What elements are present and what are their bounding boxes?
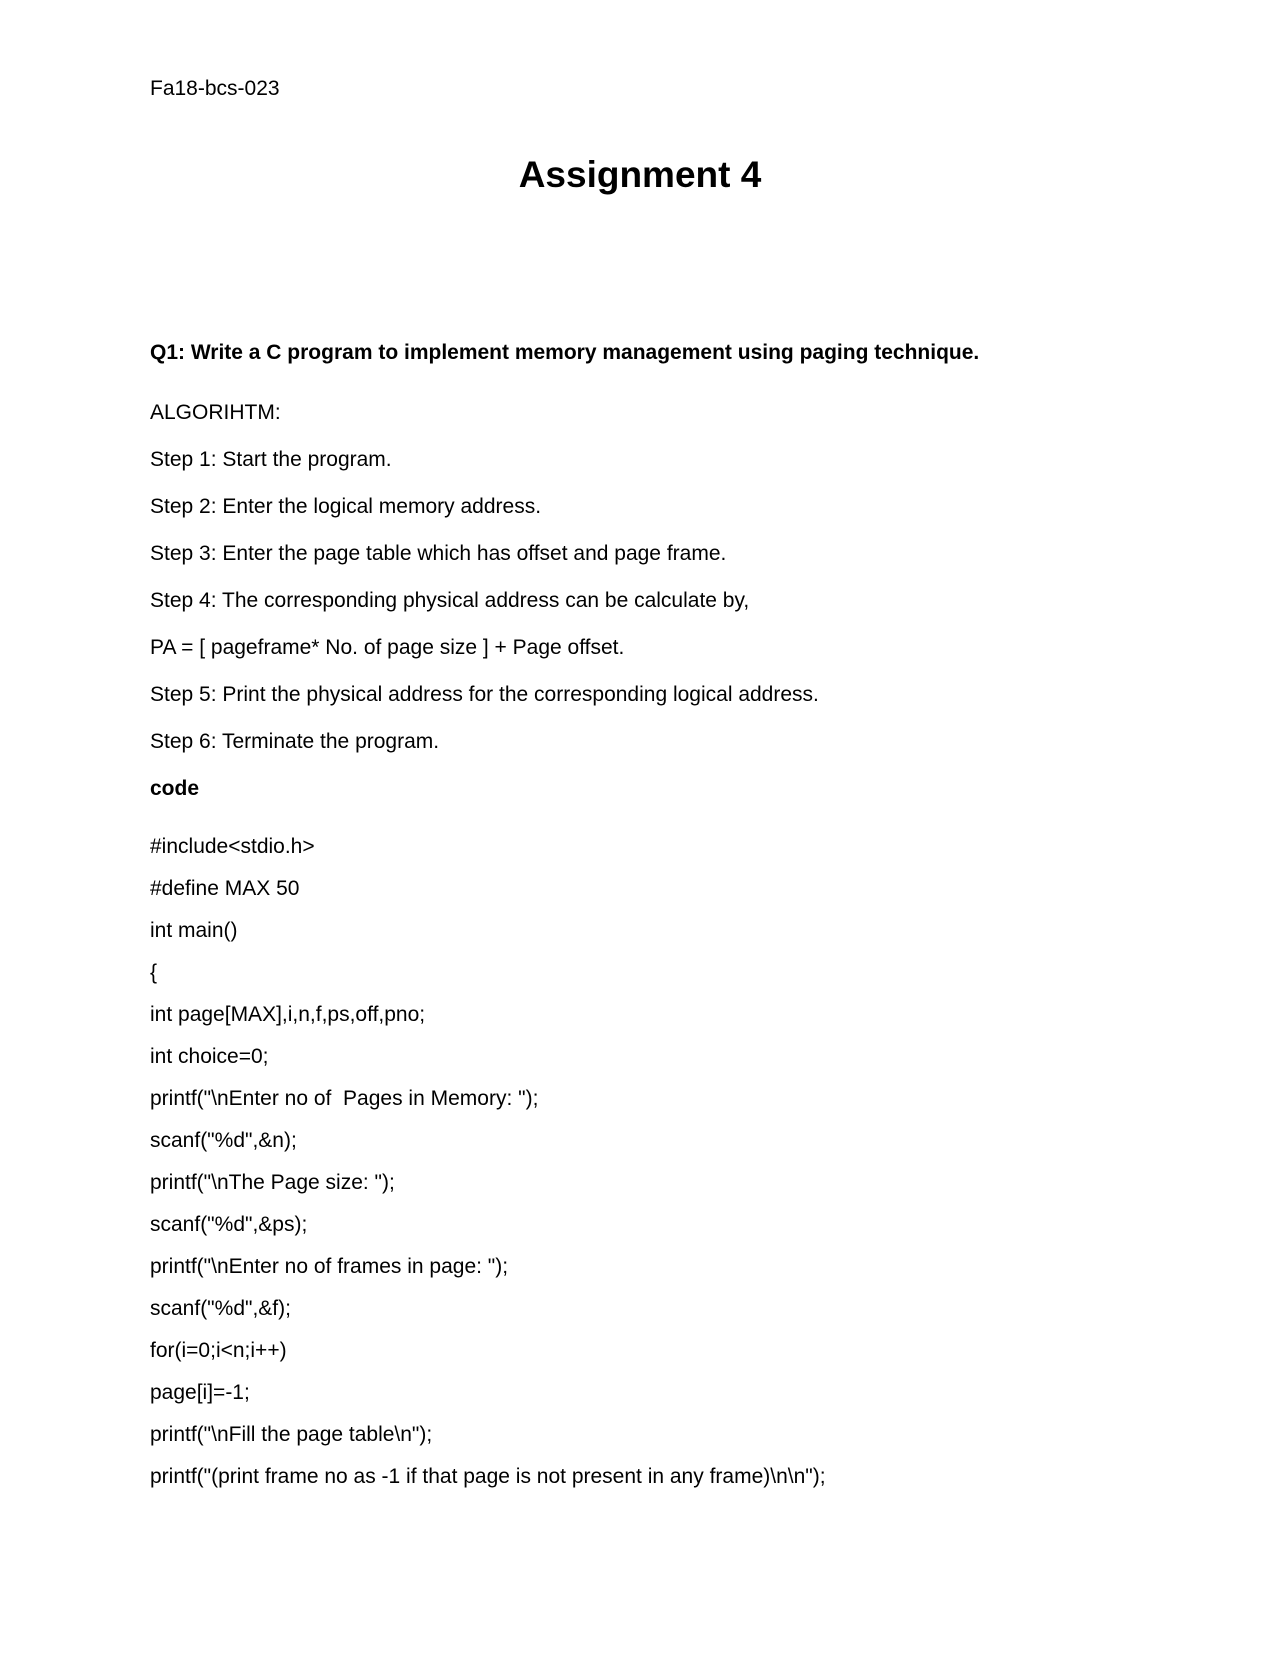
- code-line: int choice=0;: [150, 1045, 269, 1068]
- page-title: [0, 152, 1280, 198]
- code-line: printf("\nFill the page table\n");: [150, 1423, 433, 1446]
- code-line: #include<stdio.h>: [150, 835, 315, 858]
- code-heading: code: [150, 777, 200, 800]
- code-line: page[i]=-1;: [150, 1381, 250, 1404]
- title-text: Assignment 4: [518, 154, 762, 195]
- algorithm-list: [150, 400, 819, 776]
- code-line: printf("\nEnter no of frames in page: ");: [150, 1255, 509, 1278]
- code-line: scanf("%d",&ps);: [150, 1213, 308, 1236]
- algorithm-step: Step 6: Terminate the program.: [150, 730, 440, 753]
- code-line: printf("\nEnter no of Pages in Memory: ");: [150, 1087, 539, 1110]
- algorithm-step: Step 4: The corresponding physical address can be calculate by,: [150, 589, 750, 612]
- algorithm-step: Step 1: Start the program.: [150, 448, 392, 471]
- algorithm-step: Step 5: Print the physical address for the corresponding logical address.: [150, 683, 819, 706]
- code-line: int page[MAX],i,n,f,ps,off,pno;: [150, 1003, 426, 1026]
- code-line: for(i=0;i<n;i++): [150, 1339, 287, 1362]
- code-line: int main(): [150, 919, 238, 942]
- code-line: printf("\nThe Page size: ");: [150, 1171, 395, 1194]
- algorithm-step: Step 2: Enter the logical memory address.: [150, 495, 542, 518]
- algorithm-heading: ALGORIHTM:: [150, 401, 281, 424]
- roll-number: Fa18-bcs-023: [150, 77, 280, 100]
- code-line: scanf("%d",&n);: [150, 1129, 297, 1152]
- code-line: scanf("%d",&f);: [150, 1297, 291, 1320]
- code-line: {: [150, 961, 158, 984]
- code-listing: [150, 834, 826, 1506]
- code-line: printf("(print frame no as -1 if that page is not present in any frame)\n\n");: [150, 1465, 826, 1488]
- code-line: #define MAX 50: [150, 877, 300, 900]
- algorithm-formula: PA = [ pageframe* No. of page size ] + Page offset.: [150, 636, 625, 659]
- algorithm-step: Step 3: Enter the page table which has offset and page frame.: [150, 542, 727, 565]
- question-heading: Q1: Write a C program to implement memory management using paging technique.: [150, 341, 980, 364]
